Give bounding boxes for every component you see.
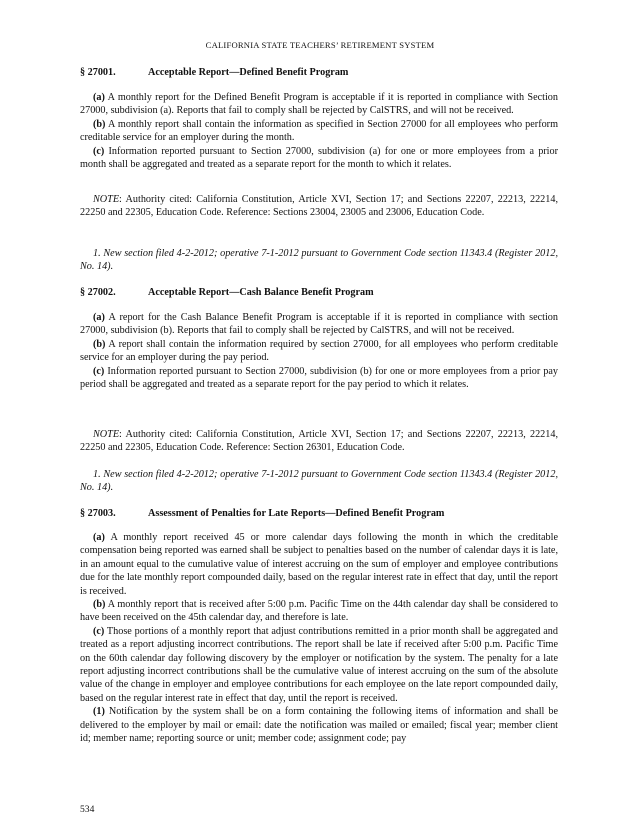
paragraph-text: A monthly report shall contain the information as specified in Section 27000 for all employees who perform creditable service for an employer during the month. [80,118,558,144]
paragraph-c [80,145,558,172]
section-27002-body [80,311,558,391]
note-label: NOTE [93,429,120,440]
paragraph-label: (b) [93,338,106,350]
running-head: CALIFORNIA STATE TEACHERS’ RETIREMENT SYSTEM [205,40,435,50]
paragraph-text: A report for the Cash Balance Benefit Program is acceptable if it is reported in compliance with section 27000, subdivision (b). Reports that fail to comply shall be rejected by CalSTRS, and will not be received. [80,312,558,337]
paragraph-b [80,598,558,625]
section-title: Assessment of Penalties for Late Reports—Defined Benefit Program [148,508,445,519]
paragraph-b [80,118,558,145]
paragraph-label: (a) [93,532,105,543]
paragraph-label: (1) [93,706,105,718]
section-number: § 27003. [80,508,116,519]
paragraph-text: A monthly report that is received after 5:00 p.m. Pacific Time on the 44th calendar day shall be considered to have been received on the 45th calendar day, and therefore is late. [80,599,558,624]
paragraph-text: Notification by the system shall be on a form containing the following items of information and shall be delivered to the employer by mail or email: date the notification was mailed or emailed; fiscal year; member client id; member name; reporting source or unit; member code; assignment code; pay [80,706,558,745]
section-heading [80,287,558,298]
paragraph-text: A monthly report for the Defined Benefit Program is acceptable if it is reported in compliance with Section 27000, subdivision (a). Reports that fail to comply shall be rejected by CalSTRS, and will not be received. [80,92,558,117]
authority-note [80,193,558,220]
section-heading [80,508,558,519]
history-note: 1. New section filed 4-2-2012; operative 7-1-2012 pursuant to Government Code section 11343.4 (Register 2012, No. 14). [80,469,558,494]
paragraph-1 [80,705,558,745]
paragraph-text: A report shall contain the information required by section 27000, for all employees who perform creditable service for an employer during the pay period. [80,338,558,364]
section-27002 [80,287,558,298]
paragraph-a [80,91,558,118]
note-text: : Authority cited: California Constitution, Article XVI, Section 17; and Sections 22207, 22213, 22214, 22250 and 22305, Education Code. Reference: Section 26301, Education Code. [80,429,558,454]
section-27001-note [80,193,558,220]
paragraph-text: Those portions of a monthly report that adjust contributions remitted in a prior month shall be aggregated and treated as a report adjusting incorrect contributions. The report shall be late if received after 5:00 p.m. Pacific Time on the 60th calendar day following discovery by the employer or notification by the system. The penalty for a late report adjusting incorrect contributions shall be the cumulative value of interest accruing on the sum of the absolute value of the change in employer and employee contributions for each employee on the late report compounded daily, based on the regular interest rate in effect that day, until the report is received. [80,625,558,704]
section-27001 [80,67,558,78]
section-27003-body [80,531,558,746]
paragraph-c [80,625,558,705]
paragraph-label: (b) [93,118,106,130]
paragraph-text: Information reported pursuant to Section 27000, subdivision (a) for one or more employees from a prior month shall be aggregated and treated as a separate report for the month to which it relates. [80,145,558,171]
section-heading [80,67,558,78]
note-label: NOTE [93,194,120,205]
section-27003 [80,508,558,519]
paragraph-label: (c) [93,625,105,637]
section-27001-history [80,247,558,274]
paragraph-a [80,531,558,598]
section-27002-note [80,428,558,455]
paragraph-a [80,311,558,338]
history-note: 1. New section filed 4-2-2012; operative 7-1-2012 pursuant to Government Code section 11343.4 (Register 2012, No. 14). [80,248,558,273]
section-number: § 27001. [80,67,116,78]
paragraph-text: Information reported pursuant to Section 27000, subdivision (b) for one or more employees from a prior pay period shall be aggregated and treated as a separate report for the pay period to which it relates. [80,365,558,391]
paragraph-label: (a) [93,92,105,103]
paragraph-label: (a) [93,312,105,323]
section-title: Acceptable Report—Cash Balance Benefit Program [148,287,374,298]
paragraph-c [80,365,558,392]
paragraph-label: (c) [93,145,105,157]
paragraph-label: (c) [93,365,105,377]
authority-note [80,428,558,455]
paragraph-b [80,338,558,365]
paragraph-label: (b) [93,599,106,611]
section-27001-body [80,91,558,171]
note-text: : Authority cited: California Constitution, Article XVI, Section 17; and Sections 22207, 22213, 22214, 22250 and 22305, Education Code. Reference: Sections 23004, 23005 and 23006, Education Code. [80,194,558,219]
paragraph-text: A monthly report received 45 or more calendar days following the month in which the creditable compensation being reported was earned shall be subject to penalties based on the number of calendar days it is late, in an amount equal to the cumulative value of interest accruing on the sum of employer and employee contributions due for the late monthly report compounded daily, based on the regular interest rate in effect that day, until the report is received. [80,532,558,597]
page-number: 534 [80,804,95,815]
section-27002-history [80,468,558,495]
section-title: Acceptable Report—Defined Benefit Program [148,67,349,78]
section-number: § 27002. [80,287,116,298]
